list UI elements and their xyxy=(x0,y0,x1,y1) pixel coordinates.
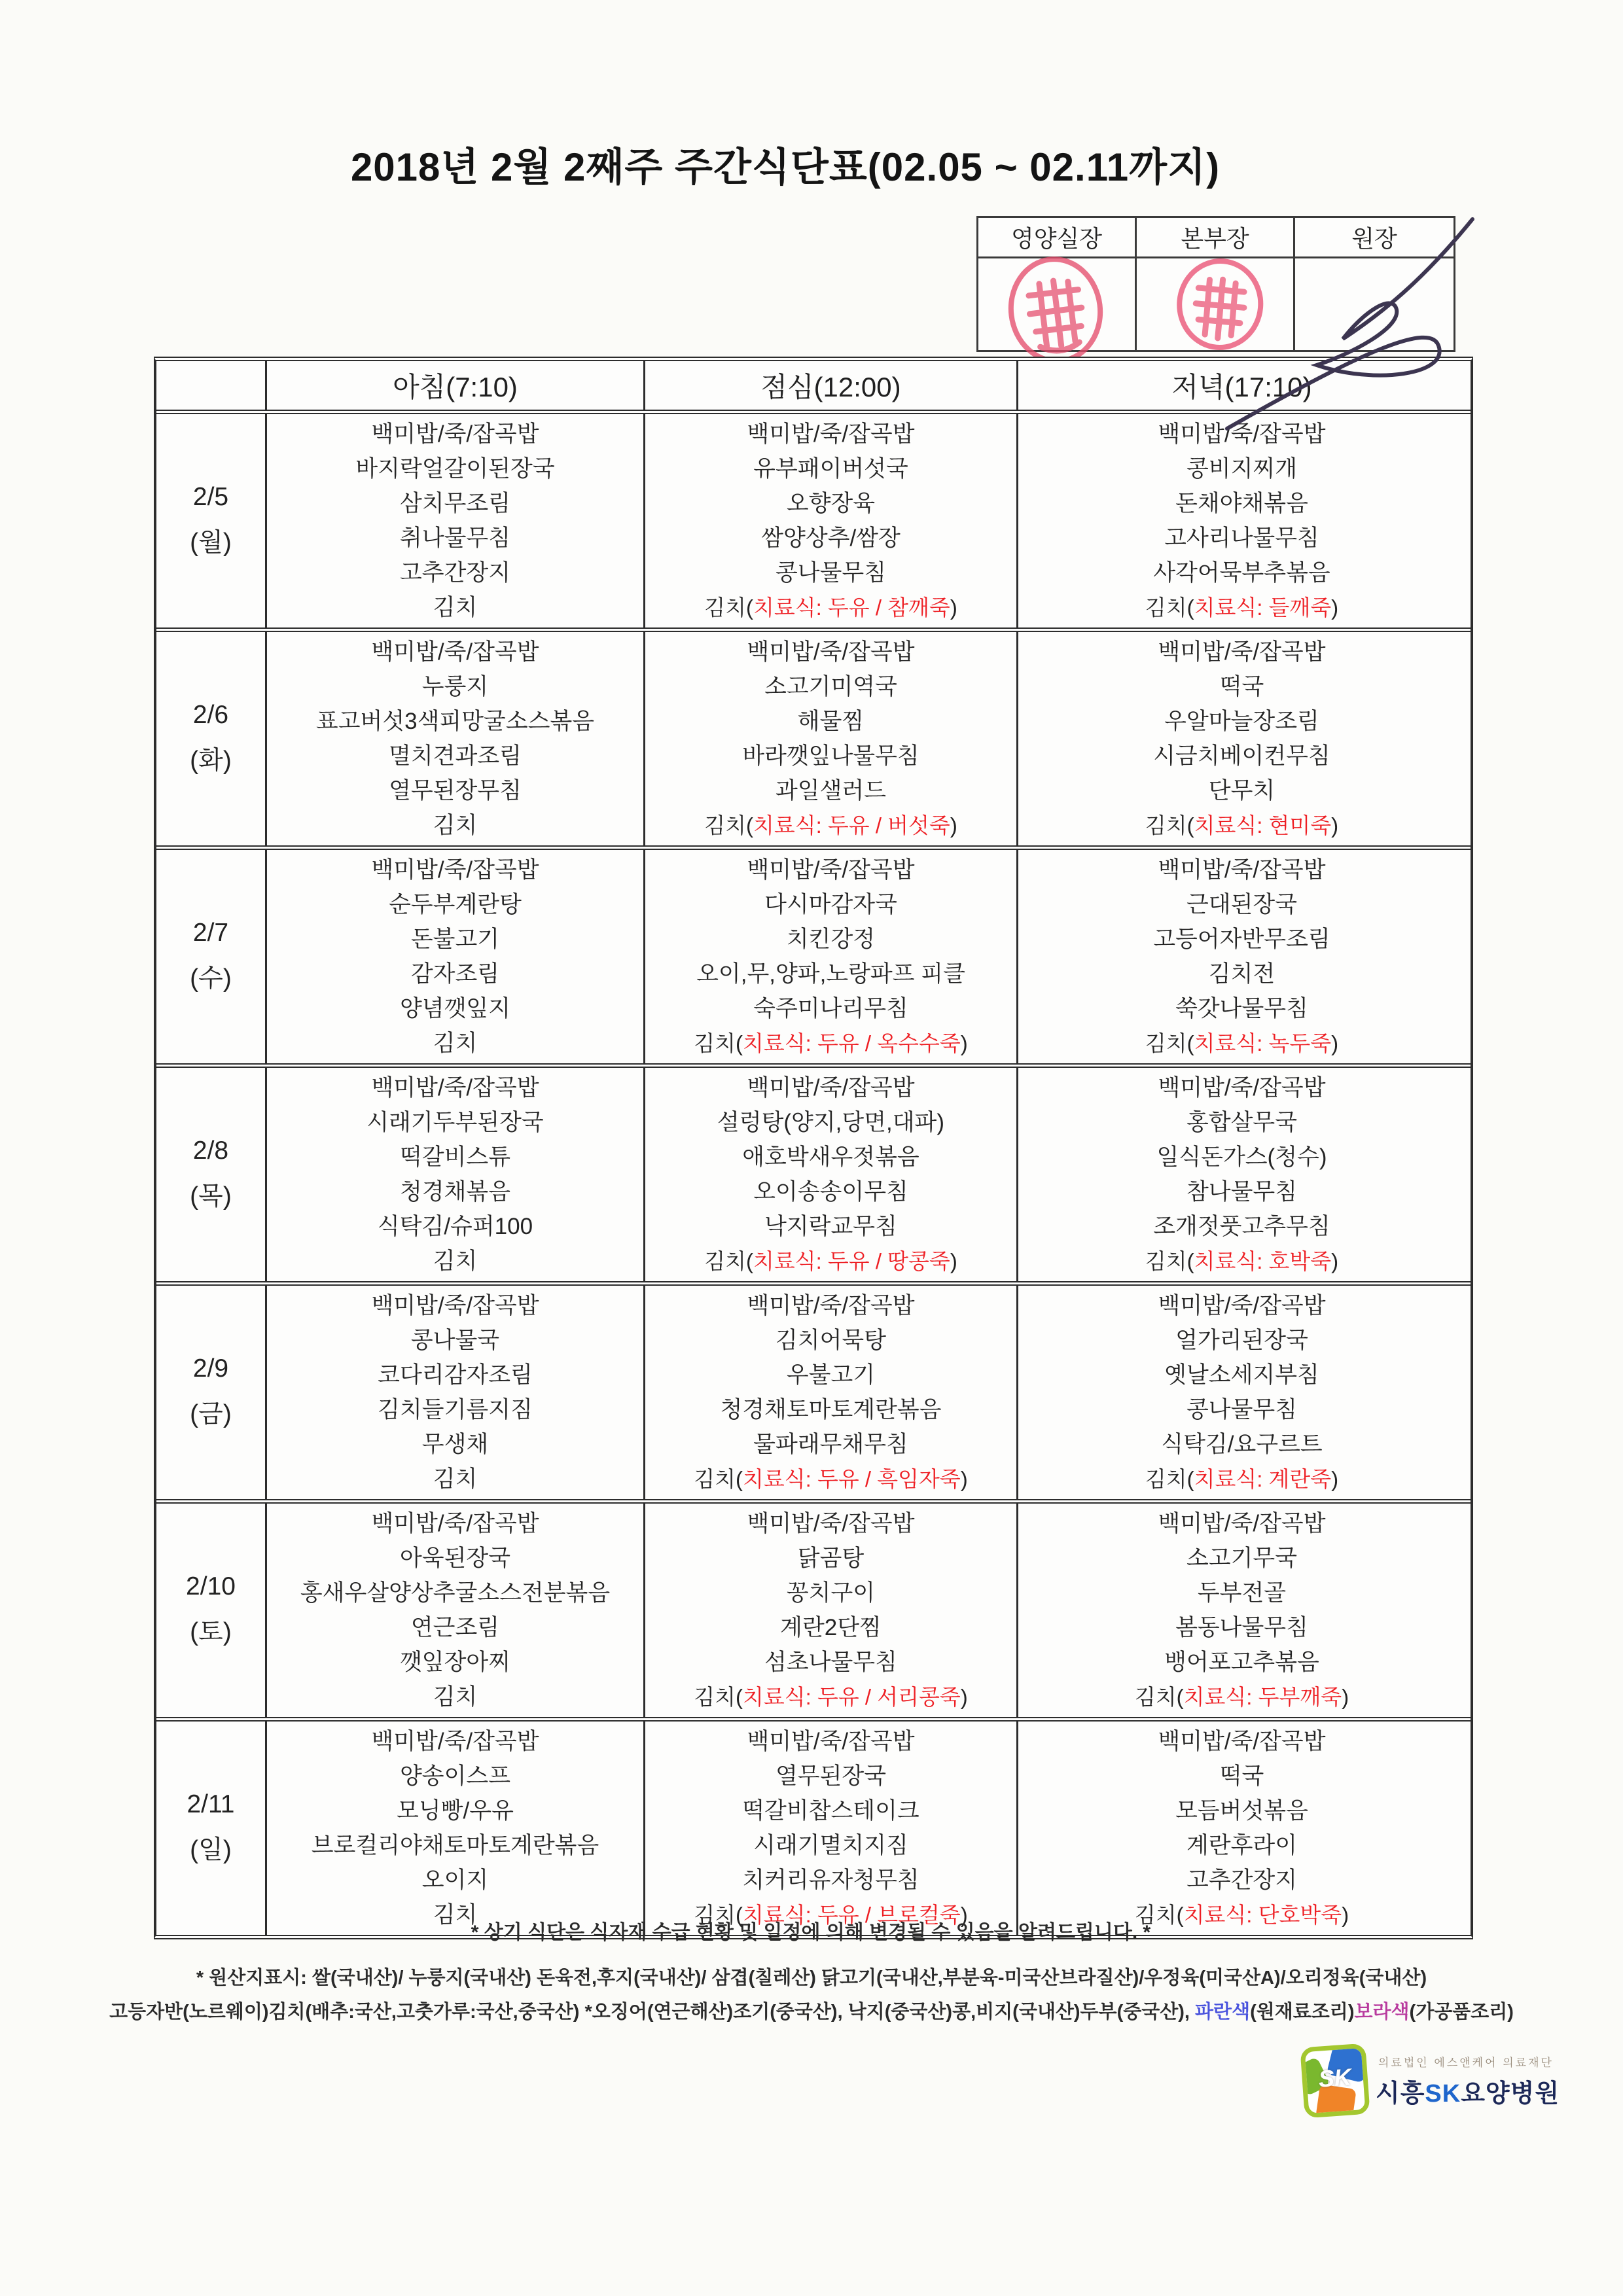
menu-item: 김치(치료식: 두유 / 버섯죽) xyxy=(704,813,957,838)
lunch-cell xyxy=(643,1722,1016,1935)
menu-item: 우불고기 xyxy=(786,1362,876,1388)
day-date: 2/7 xyxy=(192,919,229,947)
menu-item: 김치(치료식: 두유 / 땅콩죽) xyxy=(704,1249,957,1273)
foundation-name: 의료법인 에스앤케어 의료재단 xyxy=(1378,2057,1554,2069)
day-cell xyxy=(156,1286,265,1499)
menu-item: 홍새우살양상추굴소스전분볶음 xyxy=(300,1580,611,1606)
menu-item: 누룽지 xyxy=(421,674,489,699)
menu-item: 바라깻잎나물무침 xyxy=(742,743,919,769)
therapeutic-diet-label: 치료식: 현미죽 xyxy=(1194,813,1332,838)
menu-item: 오이지 xyxy=(421,1867,489,1893)
menu-item: 김치 xyxy=(433,813,478,838)
menu-item: 백미밥/죽/잡곡밥 xyxy=(1158,639,1326,665)
page-title: 2018년 2월 2째주 주간식단표(02.05 ~ 02.11까지) xyxy=(350,145,1221,189)
header-breakfast: 아침(7:10) xyxy=(265,361,643,410)
menu-item: 시래기두부된장국 xyxy=(366,1110,544,1135)
menu-item: 백미밥/죽/잡곡밥 xyxy=(1158,1293,1326,1318)
hospital-logo xyxy=(1302,2041,1603,2127)
menu-item: 근대된장국 xyxy=(1186,892,1298,917)
menu-item: 김치 xyxy=(433,1031,478,1056)
menu-item: 설렁탕(양지,당면,대파) xyxy=(717,1110,945,1135)
menu-item: 콩비지찌개 xyxy=(1186,456,1298,482)
dinner-cell xyxy=(1016,632,1465,845)
menu-item: 떡국 xyxy=(1219,1763,1264,1789)
day-cell xyxy=(156,1504,265,1717)
menu-item: 백미밥/죽/잡곡밥 xyxy=(1158,421,1326,447)
menu-item: 김치(치료식: 두유 / 옥수수죽) xyxy=(694,1031,968,1055)
menu-item: 낙지락교무침 xyxy=(764,1214,897,1239)
director-signature xyxy=(1171,190,1499,451)
approval-header-director: 원장 xyxy=(1295,218,1454,258)
dinner-cell xyxy=(1016,1722,1465,1935)
menu-item: 떡국 xyxy=(1219,674,1264,699)
day-weekday: (금) xyxy=(190,1400,232,1428)
menu-item: 바지락얼갈이된장국 xyxy=(355,456,555,482)
menu-item: 떡갈비스튜 xyxy=(399,1144,511,1170)
note-text: 고등자반(노르웨이)김치(배추:국산,고춧가루:국산,중국산) *오징어(연근해산)조기(중국산), 낙지(중국산)콩,비지(국내산)두부(중국산), xyxy=(109,2002,1196,2022)
menu-item: 백미밥/죽/잡곡밥 xyxy=(1158,1729,1326,1754)
menu-item: 봄동나물무침 xyxy=(1175,1615,1308,1640)
menu-item: 열무된장국 xyxy=(775,1763,887,1789)
menu-item: 백미밥/죽/잡곡밥 xyxy=(1158,1511,1326,1536)
lunch-cell xyxy=(643,1286,1016,1499)
menu-item: 백미밥/죽/잡곡밥 xyxy=(371,1293,539,1318)
therapeutic-diet-label: 치료식: 호박죽 xyxy=(1194,1249,1332,1273)
menu-item: 청경채토마토계란볶음 xyxy=(720,1397,942,1422)
breakfast-cell xyxy=(265,1286,643,1499)
menu-item: 단무치 xyxy=(1208,778,1275,804)
menu-item: 백미밥/죽/잡곡밥 xyxy=(371,1075,539,1101)
menu-item: 꽁치구이 xyxy=(786,1580,876,1606)
menu-item: 취나물무침 xyxy=(399,525,511,551)
menu-row xyxy=(156,1499,1471,1717)
therapeutic-diet-label: 치료식: 두유 / 땅콩죽 xyxy=(753,1249,950,1273)
menu-item: 순두부계란탕 xyxy=(389,892,522,917)
therapeutic-diet-label: 치료식: 들깨죽 xyxy=(1194,595,1332,620)
day-cell xyxy=(156,850,265,1063)
menu-item: 고추간장지 xyxy=(1186,1867,1298,1893)
note-menu-change: * 상기 식단은 식자재 수급 현황 및 일정에 의해 변경될 수 있음을 알려드립니다. * xyxy=(471,1922,1151,1943)
menu-row xyxy=(156,845,1471,1063)
menu-item: 감자조림 xyxy=(410,961,500,987)
menu-item: 숙주미나리무침 xyxy=(753,996,908,1021)
menu-item: 백미밥/죽/잡곡밥 xyxy=(747,1729,915,1754)
menu-item: 깻잎장아찌 xyxy=(399,1650,511,1675)
therapeutic-diet-label: 치료식: 두유 / 서리콩죽 xyxy=(743,1685,961,1709)
menu-item: 조개젓풋고추무침 xyxy=(1153,1214,1330,1239)
menu-item: 다시마감자국 xyxy=(764,892,897,917)
lunch-cell xyxy=(643,1504,1016,1717)
therapeutic-diet-label: 치료식: 두유 / 브로컬죽 xyxy=(743,1903,961,1927)
menu-item: 소고기무국 xyxy=(1186,1545,1298,1571)
menu-item: 얼가리된장국 xyxy=(1175,1328,1308,1353)
dinner-cell xyxy=(1016,1068,1465,1281)
menu-row xyxy=(156,1063,1471,1281)
therapeutic-diet-label: 치료식: 두유 / 참깨죽 xyxy=(753,595,950,620)
therapeutic-diet-label: 치료식: 단호박죽 xyxy=(1183,1903,1342,1927)
menu-item: 물파래무채무침 xyxy=(753,1432,908,1457)
menu-item: 모닝빵/우유 xyxy=(397,1798,514,1824)
menu-item: 떡갈비찹스테이크 xyxy=(742,1798,919,1824)
breakfast-cell xyxy=(265,414,643,627)
menu-item: 김치(치료식: 두유 / 서리콩죽) xyxy=(694,1685,968,1709)
menu-item: 쑥갓나물무침 xyxy=(1175,996,1308,1021)
menu-item: 김치들기름지짐 xyxy=(378,1397,533,1422)
menu-item: 무생채 xyxy=(421,1432,489,1457)
menu-item: 백미밥/죽/잡곡밥 xyxy=(371,857,539,883)
lunch-cell xyxy=(643,850,1016,1063)
menu-item: 계란후라이 xyxy=(1186,1833,1298,1858)
menu-item: 우알마늘장조림 xyxy=(1164,709,1319,734)
menu-item: 청경채볶음 xyxy=(399,1179,511,1205)
day-date: 2/11 xyxy=(187,1790,235,1818)
menu-item: 백미밥/죽/잡곡밥 xyxy=(371,1511,539,1536)
menu-item: 김치 xyxy=(433,595,478,620)
header-day-corner xyxy=(156,361,265,410)
day-weekday: (목) xyxy=(190,1182,232,1210)
menu-item: 소고기미역국 xyxy=(764,674,897,699)
day-cell xyxy=(156,632,265,845)
menu-item: 백미밥/죽/잡곡밥 xyxy=(371,639,539,665)
menu-item: 옛날소세지부침 xyxy=(1164,1362,1319,1388)
dinner-cell xyxy=(1016,1504,1465,1717)
menu-item: 홍합살무국 xyxy=(1186,1110,1298,1135)
therapeutic-diet-label: 치료식: 녹두죽 xyxy=(1194,1031,1332,1055)
dinner-cell xyxy=(1016,1286,1465,1499)
menu-item: 양념깻잎지 xyxy=(399,996,511,1021)
breakfast-cell xyxy=(265,1722,643,1935)
hospital-name-suffix: 요양병원 xyxy=(1461,2080,1560,2108)
day-weekday: (토) xyxy=(190,1618,232,1646)
menu-item: 모듬버섯볶음 xyxy=(1175,1798,1308,1824)
breakfast-cell xyxy=(265,1504,643,1717)
therapeutic-diet-label: 치료식: 두유 / 버섯죽 xyxy=(753,813,950,838)
logo-sk-letters: SK xyxy=(1317,2063,1353,2093)
menu-item: 뱅어포고추볶음 xyxy=(1164,1650,1319,1675)
menu-item: 김치(치료식: 단호박죽) xyxy=(1134,1903,1349,1927)
menu-item: 김치(치료식: 들깨죽) xyxy=(1145,595,1339,620)
approval-header-division-head: 본부장 xyxy=(1137,218,1295,258)
menu-item: 치커리유자청무침 xyxy=(742,1867,919,1893)
menu-item: 코다리감자조림 xyxy=(378,1362,533,1388)
dinner-cell xyxy=(1016,850,1465,1063)
menu-item: 김치(치료식: 두유 / 브로컬죽) xyxy=(694,1903,968,1927)
day-date: 2/5 xyxy=(192,483,229,511)
menu-item: 백미밥/죽/잡곡밥 xyxy=(1158,857,1326,883)
menu-item: 백미밥/죽/잡곡밥 xyxy=(371,1729,539,1754)
hospital-name-prefix: 시흥 xyxy=(1376,2080,1425,2108)
menu-item: 백미밥/죽/잡곡밥 xyxy=(747,1511,915,1536)
breakfast-cell xyxy=(265,1068,643,1281)
menu-item: 오이,무,양파,노랑파프 피클 xyxy=(696,961,965,987)
menu-item: 표고버섯3색피망굴소스볶음 xyxy=(315,709,595,734)
note-text: (가공품조리) xyxy=(1409,2002,1514,2022)
day-weekday: (화) xyxy=(190,747,232,775)
day-weekday: (수) xyxy=(190,964,232,993)
menu-item: 사각어묵부추볶음 xyxy=(1153,560,1330,586)
menu-item: 김치 xyxy=(433,1902,478,1928)
menu-item: 김치어묵탕 xyxy=(775,1328,887,1353)
menu-item: 김치 xyxy=(433,1466,478,1492)
color-legend-blue: 파란색 xyxy=(1195,2002,1251,2022)
weekly-menu-table xyxy=(154,357,1473,1939)
menu-item: 치킨강정 xyxy=(786,927,876,952)
sk-logo-icon xyxy=(1300,2043,1370,2119)
therapeutic-diet-label: 치료식: 계란죽 xyxy=(1194,1467,1332,1491)
menu-item: 백미밥/죽/잡곡밥 xyxy=(747,1075,915,1101)
menu-item: 김치(치료식: 두부깨죽) xyxy=(1134,1685,1349,1709)
menu-item: 백미밥/죽/잡곡밥 xyxy=(1158,1075,1326,1101)
hospital-name-sk: SK xyxy=(1425,2080,1461,2108)
day-weekday: (일) xyxy=(190,1836,232,1864)
menu-item: 김치(치료식: 녹두죽) xyxy=(1145,1031,1339,1055)
menu-item: 식탁김/요구르트 xyxy=(1161,1432,1323,1457)
menu-item: 섬초나물무침 xyxy=(764,1650,897,1675)
day-weekday: (월) xyxy=(190,529,232,557)
lunch-cell xyxy=(643,632,1016,845)
menu-item: 고추간장지 xyxy=(399,560,511,586)
menu-item: 두부전골 xyxy=(1197,1580,1287,1606)
menu-rows xyxy=(156,414,1471,1935)
menu-item: 삼치무조림 xyxy=(399,491,511,516)
hospital-name xyxy=(1376,2073,1560,2109)
menu-row xyxy=(156,1717,1471,1935)
menu-item: 해물찜 xyxy=(797,709,865,734)
menu-item: 식탁김/슈퍼100 xyxy=(377,1214,533,1239)
menu-item: 백미밥/죽/잡곡밥 xyxy=(747,857,915,883)
header-lunch: 점심(12:00) xyxy=(643,361,1016,410)
menu-item: 김치(치료식: 계란죽) xyxy=(1145,1467,1339,1491)
menu-item: 애호박새우젓볶음 xyxy=(742,1144,919,1170)
menu-item: 김치 xyxy=(433,1684,478,1710)
menu-item: 고사리나물무침 xyxy=(1164,525,1319,551)
note-origin-labeling: * 원산지표시: 쌀(국내산)/ 누룽지(국내산) 돈육전,후지(국내산)/ 삼겹(칠레산) 닭고기(국내산,부분육-미국산브라질산)/우정육(미국산A)/오리정육(국내산) xyxy=(196,1968,1427,1988)
menu-item: 김치 xyxy=(433,1248,478,1274)
menu-item: 오이송송이무침 xyxy=(753,1179,908,1205)
menu-item: 백미밥/죽/잡곡밥 xyxy=(371,421,539,447)
day-cell xyxy=(156,1068,265,1281)
color-legend-purple: 보라색 xyxy=(1354,2002,1410,2022)
menu-item: 김치(치료식: 호박죽) xyxy=(1145,1249,1339,1273)
menu-item: 일식돈가스(청수) xyxy=(1156,1144,1327,1170)
menu-item: 아욱된장국 xyxy=(399,1545,511,1571)
note-text: (원재료조리) xyxy=(1250,2002,1355,2022)
menu-item: 백미밥/죽/잡곡밥 xyxy=(747,421,915,447)
day-date: 2/8 xyxy=(192,1137,229,1165)
menu-item: 닭곰탕 xyxy=(797,1545,865,1571)
menu-item: 유부패이버섯국 xyxy=(753,456,908,482)
menu-item: 참나물무침 xyxy=(1186,1179,1298,1205)
day-date: 2/6 xyxy=(192,701,229,729)
menu-item: 백미밥/죽/잡곡밥 xyxy=(747,1293,915,1318)
menu-item: 돈채야채볶음 xyxy=(1175,491,1308,516)
menu-item: 과일샐러드 xyxy=(775,778,887,804)
therapeutic-diet-label: 치료식: 두부깨죽 xyxy=(1183,1685,1342,1709)
approval-cell-nutrition-chief xyxy=(978,258,1137,350)
menu-item: 시래기멸치지짐 xyxy=(753,1833,908,1858)
menu-item: 계란2단찜 xyxy=(780,1615,882,1640)
menu-item: 열무된장무침 xyxy=(389,778,522,804)
red-seal-stamp-icon xyxy=(997,249,1115,372)
menu-item: 양송이스프 xyxy=(399,1763,511,1789)
menu-row xyxy=(156,627,1471,845)
menu-item: 브로컬리야채토마토계란볶음 xyxy=(311,1833,599,1858)
breakfast-cell xyxy=(265,632,643,845)
menu-row xyxy=(156,1281,1471,1499)
menu-item: 시금치베이컨무침 xyxy=(1153,743,1330,769)
header-dinner: 저녁(17:10) xyxy=(1016,361,1465,410)
menu-item: 돈불고기 xyxy=(410,927,500,952)
menu-item: 쌈양상추/쌈장 xyxy=(761,525,901,551)
menu-item: 김치(치료식: 두유 / 흑임자죽) xyxy=(694,1467,968,1491)
day-cell xyxy=(156,1722,265,1935)
menu-item: 멸치견과조림 xyxy=(389,743,522,769)
therapeutic-diet-label: 치료식: 두유 / 옥수수죽 xyxy=(743,1031,961,1055)
lunch-cell xyxy=(643,414,1016,627)
menu-item: 콩나물무침 xyxy=(775,560,887,586)
lunch-cell xyxy=(643,1068,1016,1281)
menu-item: 김치(치료식: 두유 / 참깨죽) xyxy=(704,595,957,620)
therapeutic-diet-label: 치료식: 두유 / 흑임자죽 xyxy=(743,1467,961,1491)
menu-item: 김치전 xyxy=(1208,961,1275,987)
menu-item: 김치(치료식: 현미죽) xyxy=(1145,813,1339,838)
day-date: 2/9 xyxy=(192,1354,229,1383)
day-date: 2/10 xyxy=(186,1572,236,1600)
breakfast-cell xyxy=(265,850,643,1063)
approval-header-nutrition-chief: 영양실장 xyxy=(978,218,1137,258)
menu-item: 고등어자반무조림 xyxy=(1153,927,1330,952)
menu-item: 백미밥/죽/잡곡밥 xyxy=(747,639,915,665)
menu-item: 연근조림 xyxy=(410,1615,500,1640)
day-cell xyxy=(156,414,265,627)
menu-item: 오향장육 xyxy=(786,491,876,516)
menu-item: 콩나물국 xyxy=(410,1328,500,1353)
menu-item: 콩나물무침 xyxy=(1186,1397,1298,1422)
note-origin-colors xyxy=(0,1997,1623,2024)
